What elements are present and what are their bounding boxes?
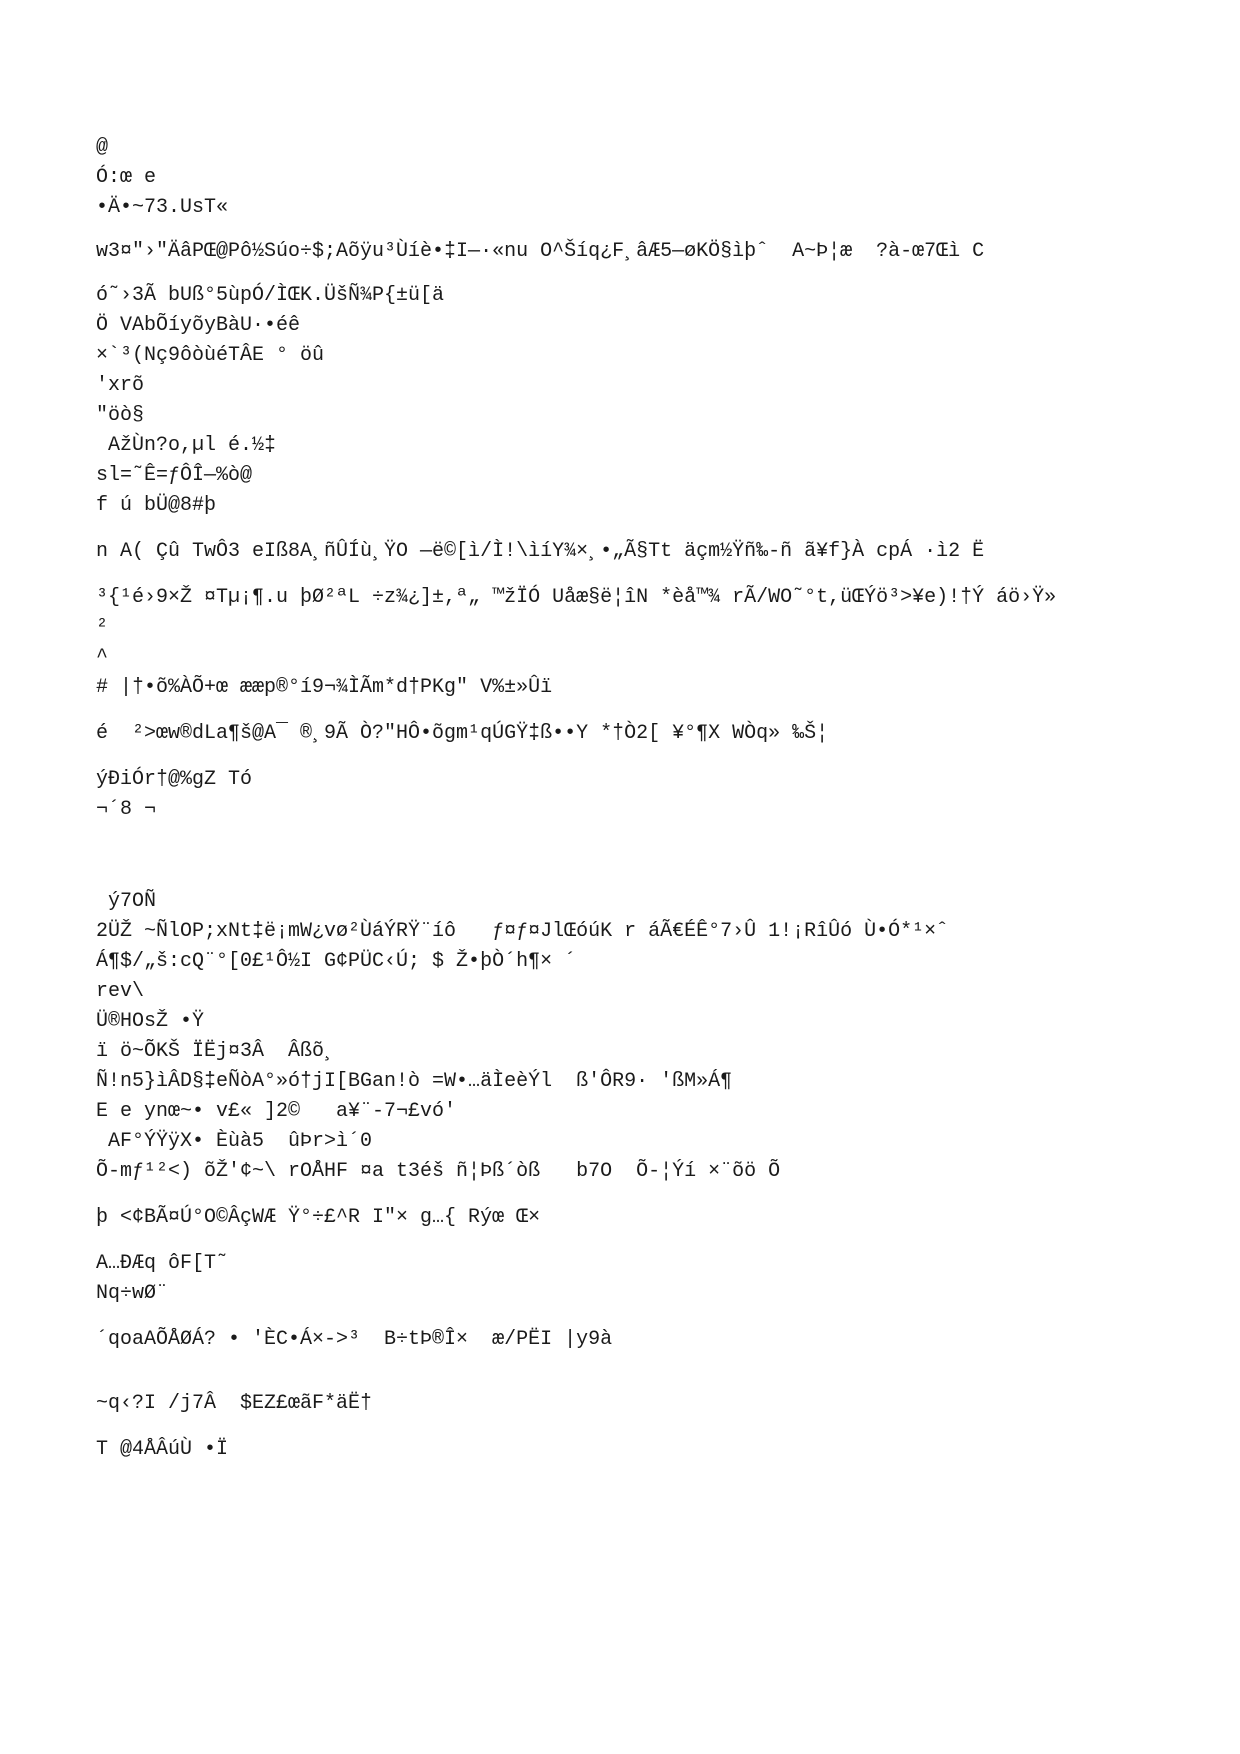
text-line: é ²>œw®dLa¶š@A¯ ®¸9Ã Ò?"HÔ•õgm¹qÚGŸ‡ß••Y *†Ò2[ ¥°¶X WÒq» ‰Š¦ bbox=[96, 722, 829, 745]
text-line: Ó:œ e bbox=[96, 166, 157, 189]
text-line: Õ-mƒ¹²<) õŽ'¢~\ rOÅHF ¤a t3éš ñ¦Þß´òß b7O Õ-¦Ýí ×¨õö Õ bbox=[96, 1160, 781, 1183]
text-line: ýÐiÓr†@%gZ Tó bbox=[96, 768, 253, 791]
text-line: @ bbox=[96, 136, 109, 159]
text-line: rev\ bbox=[96, 980, 145, 1003]
text-line: "öò§ bbox=[96, 404, 145, 427]
text-line: Ü®HOsŽ •Ÿ bbox=[96, 1010, 205, 1033]
text-line: Ö VAbÕíyõyBàU·•éê bbox=[96, 314, 301, 337]
text-line: E e ynœ~• v£« ]2© a¥¨-7¬£vó' bbox=[96, 1100, 457, 1123]
text-line: 'xrõ bbox=[96, 374, 145, 397]
text-line: w3¤"›"ÄâPŒ@Pô½Súo÷$;Aõÿu³Ùíè•‡I—·«nu O^Šíq¿F¸âÆ5—øKÖ§ìþˆ A~Þ¦æ ?à-œ7Œì C bbox=[96, 240, 985, 263]
text-line: sl=˜Ê=ƒÔÎ—%ò@ bbox=[96, 464, 253, 487]
text-line: •Ä•~73.UsT« bbox=[96, 196, 229, 219]
text-line: ×`³(Nç9ôòùéTÂE ° öû bbox=[96, 344, 325, 367]
text-line: f ú bÜ@8#þ bbox=[96, 494, 217, 517]
text-line: þ <¢BÃ¤Ú°O©ÂçWÆ Ÿ°÷£^R I"× g…{ Rýœ Œ× bbox=[96, 1206, 541, 1229]
text-line: 2ÜŽ ~ÑlOP;xNt‡ë¡mW¿vø²ÙáÝRŸ¨íô ƒ¤ƒ¤JlŒóúK r áÃ€ÉÊ°7›Û 1!¡RîÛó Ù•Ó*¹×ˆ bbox=[96, 920, 949, 943]
text-line: ï ö~ÕKŠ ÏËj¤3Â Âßõ¸ bbox=[96, 1040, 337, 1063]
text-line: ² bbox=[96, 616, 109, 639]
text-line: ~q‹?I /j7Â $EZ£œãF*äË† bbox=[96, 1392, 373, 1415]
text-line: A…ÐÆq ôF[T˜ bbox=[96, 1252, 229, 1275]
text-line: n A( Çû TwÔ3 eIß8A¸ñÛÍù¸ŸO —ë©[ì/Ì!\ìíY¾×¸•„Ã§Tt äçm½Ÿñ‰-ñ ã¥f}À cpÁ ·ì2 Ë bbox=[96, 540, 985, 563]
text-line: ³{¹é›9×Ž ¤Tµ¡¶.u þØ²ªL ÷z¾¿]±,ª„ ™žÏÓ Uåæ§ë¦îN *èå™¾ rÃ/WO˜°t,üŒÝö³>¥e)!†Ý áö›Ÿ» bbox=[96, 586, 1057, 609]
text-line: # |†•õ%ÀÕ+œ ææp®°í9¬¾ÌÃm*d†PKg" V%±»Ûï bbox=[96, 676, 553, 699]
text-line: ´qoaAÕÅØÁ? • 'ÈC•Á×->³ B÷tÞ®Î× æ/PËI |y9à bbox=[96, 1328, 613, 1351]
text-line: AžÙn?o,µl é.½‡ bbox=[96, 434, 277, 457]
text-line: Á¶$/„š:cQ¨°[0£¹Ô½I G¢PÜC‹Ú; $ Ž•þÒ´h¶× ´ bbox=[96, 950, 577, 973]
text-line: ó˜›3Ã bUß°5ùpÓ/ÌŒK.ÜšÑ¾P{±ü[ä bbox=[96, 284, 445, 307]
text-line: ^ bbox=[96, 646, 109, 669]
text-line: ¬´8 ¬ bbox=[96, 798, 157, 821]
text-line: AF°ÝŸÿX• Èùà5 ûÞr>ì´0 bbox=[96, 1130, 373, 1153]
text-line: ý7OÑ bbox=[96, 890, 157, 913]
text-line: T @4ÅÂúÙ •Ï bbox=[96, 1438, 229, 1461]
text-line: Nq÷wØ¨ bbox=[96, 1282, 169, 1305]
text-line: Ñ!n5}ìÂD§‡eÑòA°»ó†jI[BGan!ò =W•…äÌeèÝl ß'ÔR9· 'ßM»Á¶ bbox=[96, 1070, 733, 1093]
